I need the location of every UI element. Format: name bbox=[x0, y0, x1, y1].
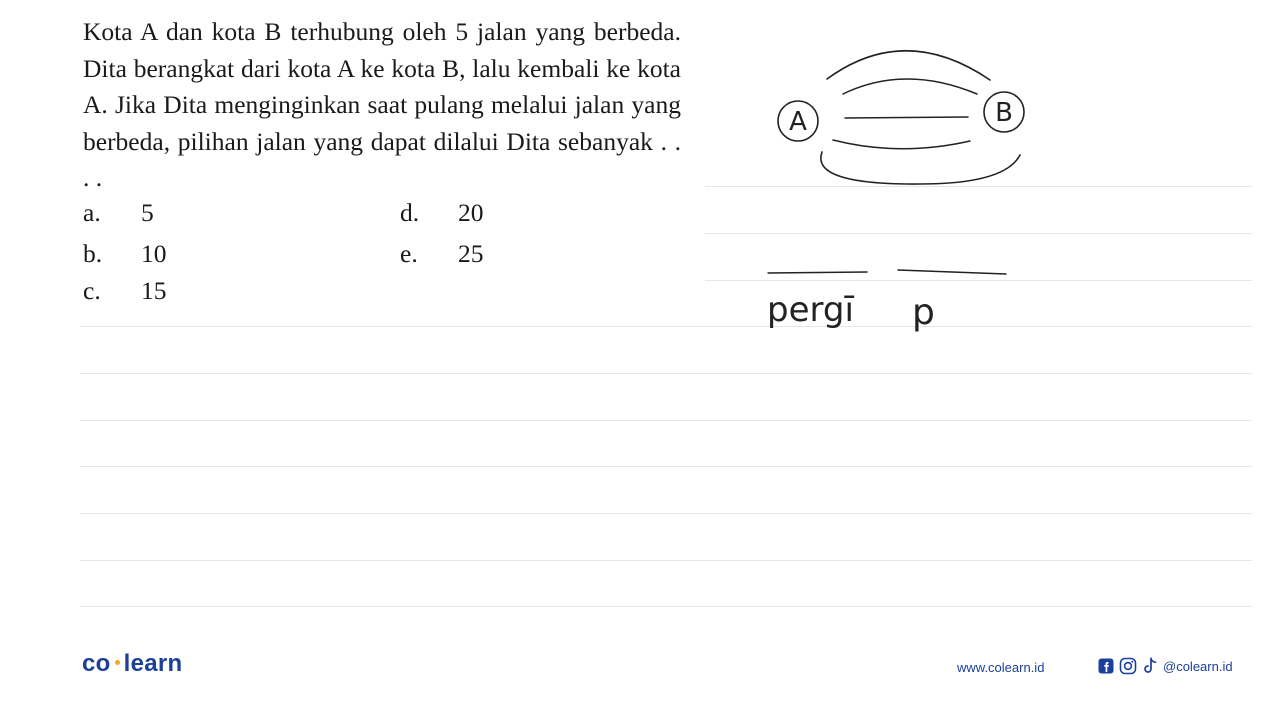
town-b-label: B bbox=[995, 98, 1013, 128]
road-4 bbox=[833, 140, 970, 149]
handwritten-pergi: pergī bbox=[767, 290, 854, 330]
option-value: 25 bbox=[458, 239, 484, 268]
website-link[interactable]: www.colearn.id bbox=[957, 660, 1045, 675]
road-1 bbox=[827, 51, 990, 80]
option-letter: d. bbox=[400, 198, 420, 227]
logo-learn: learn bbox=[123, 650, 183, 677]
option-value: 5 bbox=[141, 198, 154, 227]
road-3 bbox=[845, 117, 968, 118]
option-letter: b. bbox=[83, 239, 103, 268]
answer-blank-1 bbox=[768, 272, 867, 273]
social-handle[interactable]: @colearn.id bbox=[1163, 658, 1233, 674]
road-5 bbox=[821, 152, 1020, 184]
option-letter: e. bbox=[400, 239, 418, 268]
colearn-logo bbox=[82, 650, 182, 678]
logo-co: co bbox=[82, 650, 111, 677]
handwritten-p: p bbox=[912, 292, 935, 333]
option-value: 20 bbox=[458, 198, 484, 227]
logo-dot-icon bbox=[115, 660, 120, 665]
facebook-icon[interactable] bbox=[1098, 658, 1114, 674]
instagram-icon[interactable] bbox=[1119, 657, 1137, 675]
option-letter: c. bbox=[83, 276, 101, 305]
tiktok-icon[interactable] bbox=[1142, 657, 1158, 675]
option-letter: a. bbox=[83, 198, 101, 227]
question-text: Kota A dan kota B terhubung oleh 5 jalan yang berbeda. Dita berangkat dari kota A ke kota B, lalu kembali ke kota A. Jika Dita menginginkan saat pulang melalui jalan yang berbeda, pilihan jalan yang dapat dilalui Dita sebanyak . . . . bbox=[83, 17, 681, 192]
road-2 bbox=[843, 79, 977, 94]
social-links bbox=[1098, 657, 1233, 675]
option-value: 10 bbox=[141, 239, 167, 268]
option-value: 15 bbox=[141, 276, 167, 305]
town-a-label: A bbox=[789, 107, 807, 137]
answer-blank-2 bbox=[898, 270, 1006, 274]
